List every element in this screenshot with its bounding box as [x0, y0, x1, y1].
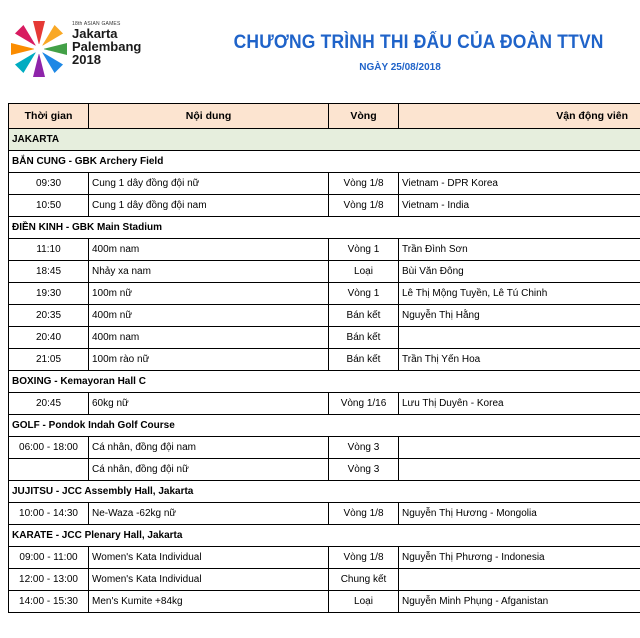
round-cell: Chung kết [329, 569, 399, 591]
header [0, 0, 640, 100]
table-header-row [9, 104, 640, 129]
content-cell: Cung 1 dây đồng đội nữ [89, 173, 329, 195]
logo-line-2: Palembang [72, 39, 142, 54]
content-cell: Nhảy xa nam [89, 261, 329, 283]
table-row [9, 173, 640, 195]
venue-row [9, 217, 640, 239]
table-row [9, 393, 640, 415]
table-row [9, 261, 640, 283]
schedule-date: NGÀY 25/08/2018 [359, 62, 441, 73]
venue-label: BOXING - Kemayoran Hall C [9, 371, 640, 393]
athlete-cell [399, 437, 640, 459]
round-cell: Vòng 1/8 [329, 173, 399, 195]
round-cell: Bán kết [329, 349, 399, 371]
round-cell: Bán kết [329, 327, 399, 349]
time-cell: 10:00 - 14:30 [9, 503, 89, 525]
content-cell: 60kg nữ [89, 393, 329, 415]
table-row [9, 569, 640, 591]
athlete-cell: Vietnam - India [399, 195, 640, 217]
venue-row [9, 151, 640, 173]
round-cell: Loại [329, 591, 399, 613]
time-cell: 09:00 - 11:00 [9, 547, 89, 569]
round-cell: Vòng 3 [329, 459, 399, 481]
round-cell: Vòng 1/8 [329, 503, 399, 525]
content-cell: Cá nhân, đồng đội nam [89, 437, 329, 459]
content-cell: Men's Kumite +84kg [89, 591, 329, 613]
time-cell: 20:40 [9, 327, 89, 349]
round-cell: Vòng 1/8 [329, 547, 399, 569]
content-cell: Cung 1 dây đồng đội nam [89, 195, 329, 217]
venue-label: KARATE - JCC Plenary Hall, Jakarta [9, 525, 640, 547]
time-cell: 21:05 [9, 349, 89, 371]
content-cell: 400m nam [89, 327, 329, 349]
table-row [9, 547, 640, 569]
time-cell: 11:10 [9, 239, 89, 261]
schedule-body [9, 129, 640, 613]
column-header-time: Thời gian [9, 104, 89, 129]
content-cell: Women's Kata Individual [89, 569, 329, 591]
venue-label: JUJITSU - JCC Assembly Hall, Jakarta [9, 481, 640, 503]
time-cell: 14:00 - 15:30 [9, 591, 89, 613]
round-cell: Bán kết [329, 305, 399, 327]
content-cell: 400m nam [89, 239, 329, 261]
time-cell: 19:30 [9, 283, 89, 305]
table-row [9, 327, 640, 349]
athlete-cell: Trần Đình Sơn [399, 239, 640, 261]
time-cell [9, 459, 89, 481]
round-cell: Vòng 1/8 [329, 195, 399, 217]
athlete-cell [399, 459, 640, 481]
column-header-content: Nội dung [89, 104, 329, 129]
time-cell: 20:45 [9, 393, 89, 415]
athlete-cell: Lưu Thị Duyên - Korea [399, 393, 640, 415]
athlete-cell: Nguyễn Thị Phương - Indonesia [399, 547, 640, 569]
content-cell: Ne-Waza -62kg nữ [89, 503, 329, 525]
table-row [9, 283, 640, 305]
content-cell: 100m rào nữ [89, 349, 329, 371]
venue-label: ĐIỀN KINH - GBK Main Stadium [9, 217, 640, 239]
athlete-cell: Nguyễn Thị Hương - Mongolia [399, 503, 640, 525]
time-cell: 09:30 [9, 173, 89, 195]
content-cell: 100m nữ [89, 283, 329, 305]
logo-text [72, 22, 141, 66]
athlete-cell [399, 569, 640, 591]
time-cell: 06:00 - 18:00 [9, 437, 89, 459]
round-cell: Vòng 1 [329, 239, 399, 261]
time-cell: 12:00 - 13:00 [9, 569, 89, 591]
table-row [9, 459, 640, 481]
table-row [9, 503, 640, 525]
logo-subtitle: 18th ASIAN GAMES [72, 21, 121, 27]
venue-row [9, 371, 640, 393]
time-cell: 10:50 [9, 195, 89, 217]
athlete-cell [399, 327, 640, 349]
table-row [9, 239, 640, 261]
column-header-round: Vòng [329, 104, 399, 129]
athlete-cell: Bùi Văn Đông [399, 261, 640, 283]
table-row [9, 437, 640, 459]
content-cell: 400m nữ [89, 305, 329, 327]
section-label: JAKARTA [9, 129, 640, 151]
table-row [9, 195, 640, 217]
venue-row [9, 525, 640, 547]
athlete-cell: Nguyễn Thị Hằng [399, 305, 640, 327]
logo-line-3: 2018 [72, 52, 101, 67]
venue-row [9, 415, 640, 437]
athlete-cell: Lê Thị Mộng Tuyền, Lê Tú Chinh [399, 283, 640, 305]
logo-line-1: Jakarta [72, 26, 118, 41]
venue-label: BẮN CUNG - GBK Archery Field [9, 151, 640, 173]
table-row [9, 305, 640, 327]
athlete-cell: Trần Thị Yến Hoa [399, 349, 640, 371]
round-cell: Vòng 1/16 [329, 393, 399, 415]
athlete-cell: Nguyễn Minh Phụng - Afganistan [399, 591, 640, 613]
round-cell: Loại [329, 261, 399, 283]
venue-row [9, 481, 640, 503]
time-cell: 20:35 [9, 305, 89, 327]
content-cell: Cá nhân, đồng đội nữ [89, 459, 329, 481]
time-cell: 18:45 [9, 261, 89, 283]
athlete-cell: Vietnam - DPR Korea [399, 173, 640, 195]
schedule-table [8, 103, 640, 613]
column-header-athlete: Vận động viên [399, 104, 640, 129]
round-cell: Vòng 3 [329, 437, 399, 459]
round-cell: Vòng 1 [329, 283, 399, 305]
page-title: CHƯƠNG TRÌNH THI ĐẤU CỦA ĐOÀN TTVN [233, 32, 604, 53]
content-cell: Women's Kata Individual [89, 547, 329, 569]
table-row [9, 591, 640, 613]
asian-games-logo-icon [8, 18, 70, 80]
table-row [9, 349, 640, 371]
venue-label: GOLF - Pondok Indah Golf Course [9, 415, 640, 437]
section-row [9, 129, 640, 151]
